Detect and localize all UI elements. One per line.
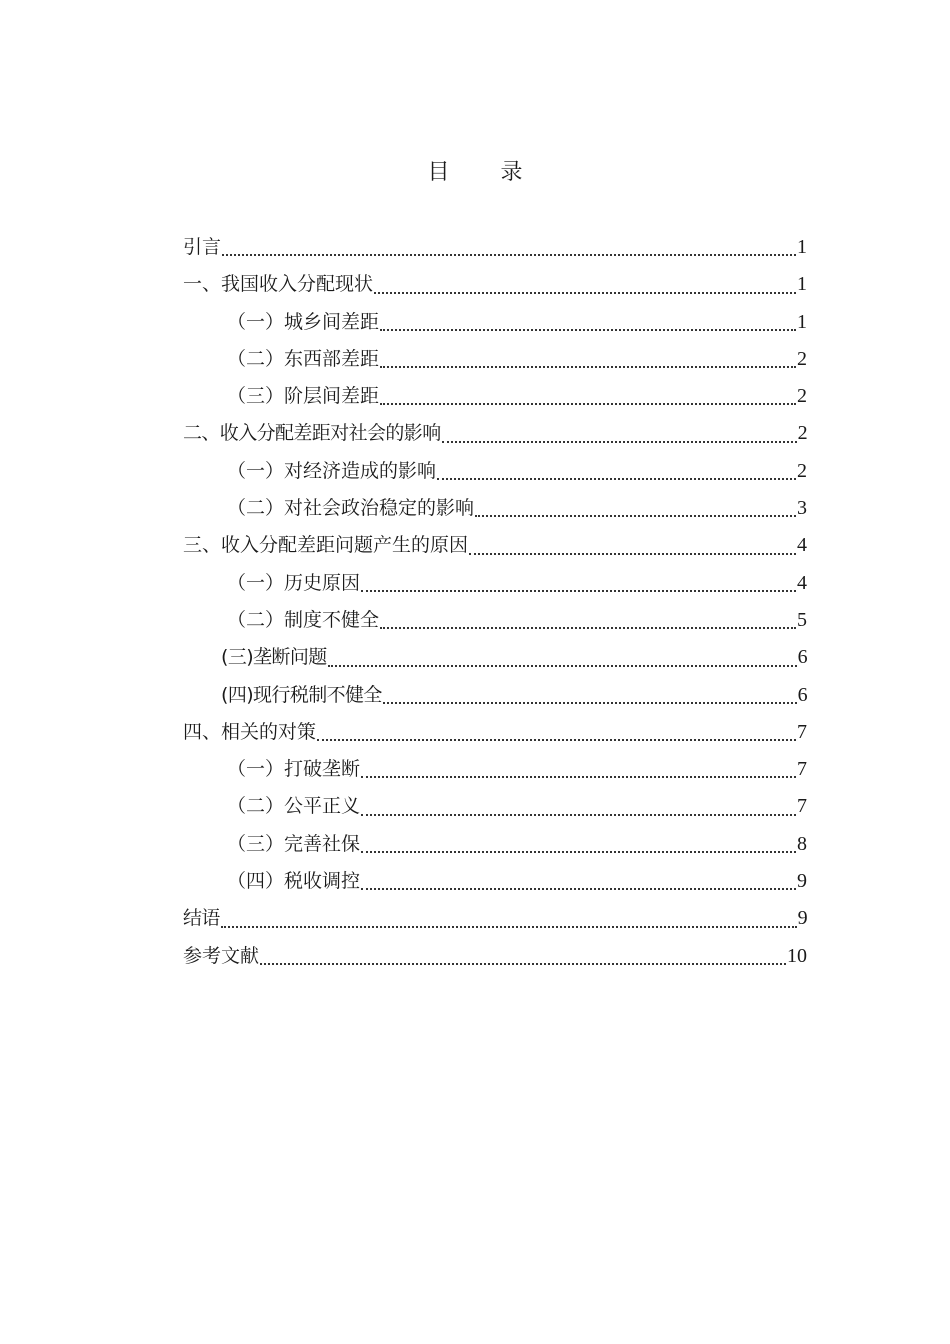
- toc-entry-title: （二）公平正义: [227, 795, 361, 818]
- toc-dot-leader: [380, 627, 796, 629]
- toc-page-number: 4: [797, 571, 807, 594]
- toc-entry-title: 四、相关的对策: [183, 720, 317, 743]
- toc-entry[interactable]: [183, 456, 807, 493]
- toc-dot-leader: [361, 776, 796, 778]
- toc-entry[interactable]: [183, 530, 807, 567]
- toc-dot-leader: [437, 478, 796, 480]
- toc-page-number: 8: [797, 832, 807, 855]
- toc-entry-title: (四)现行税制不健全: [221, 683, 382, 706]
- toc-entry[interactable]: [183, 754, 807, 791]
- page-title: 目 录: [427, 160, 545, 185]
- toc-entry[interactable]: [183, 344, 807, 381]
- toc-page-number: 1: [797, 236, 807, 258]
- toc-dot-leader: [361, 888, 796, 890]
- toc-page-number: 9: [797, 870, 807, 893]
- toc-page-number: 7: [797, 758, 807, 781]
- toc-page-number: 2: [797, 459, 807, 482]
- toc-entry[interactable]: [183, 717, 807, 754]
- toc-dot-leader: [361, 590, 796, 592]
- toc-page-number: 6: [797, 683, 807, 706]
- toc-dot-leader: [374, 292, 796, 294]
- toc-entry[interactable]: [183, 941, 807, 978]
- toc-page-number: 2: [797, 385, 807, 408]
- toc-entry[interactable]: [183, 381, 807, 418]
- toc-page-number: 7: [797, 795, 807, 818]
- toc-dot-leader: [317, 739, 796, 741]
- toc-page-number: 1: [797, 310, 807, 333]
- toc-page-number: 7: [797, 720, 807, 743]
- toc-entry-title: （四）税收调控: [227, 870, 361, 893]
- toc-entry-title: （三）阶层间差距: [227, 385, 380, 408]
- toc-dot-leader: [469, 553, 796, 555]
- toc-entry-title: (三)垄断问题: [221, 646, 327, 669]
- toc-page-number: 2: [797, 422, 807, 445]
- toc-entry-title: （一）对经济造成的影响: [227, 459, 437, 482]
- toc-dot-leader: [222, 254, 796, 256]
- toc-entry[interactable]: [183, 232, 807, 269]
- toc-page-number: 2: [797, 347, 807, 370]
- toc-dot-leader: [442, 441, 797, 443]
- toc-entry-title: （一）城乡间差距: [227, 310, 380, 333]
- toc-page-number: 3: [797, 497, 807, 520]
- toc-page-number: 1: [797, 273, 807, 296]
- toc-entry[interactable]: [183, 307, 807, 344]
- toc-entry[interactable]: [183, 791, 807, 828]
- toc-entry[interactable]: [183, 493, 807, 530]
- toc-list: [183, 232, 807, 978]
- toc-entry-title: 引言: [183, 236, 222, 258]
- toc-page-number: 10: [787, 944, 807, 967]
- toc-entry-title: 三、收入分配差距问题产生的原因: [183, 534, 469, 557]
- toc-dot-leader: [361, 814, 796, 816]
- toc-dot-leader: [475, 515, 796, 517]
- toc-entry-title: （一）打破垄断: [227, 758, 361, 781]
- toc-dot-leader: [380, 329, 796, 331]
- toc-entry[interactable]: [183, 903, 807, 940]
- toc-page-number: 9: [797, 907, 807, 930]
- toc-dot-leader: [361, 851, 796, 853]
- toc-entry-title: 一、我国收入分配现状: [183, 273, 374, 296]
- toc-entry-title: 二、收入分配差距对社会的影响: [183, 422, 441, 445]
- toc-dot-leader: [260, 963, 786, 965]
- toc-page-number: 4: [797, 534, 807, 557]
- toc-entry[interactable]: [183, 605, 807, 642]
- toc-entry[interactable]: [183, 269, 807, 306]
- toc-dot-leader: [380, 403, 796, 405]
- toc-entry[interactable]: [183, 568, 807, 605]
- toc-entry[interactable]: [183, 829, 807, 866]
- toc-page-number: 6: [797, 646, 807, 669]
- toc-entry[interactable]: [183, 418, 807, 455]
- toc-entry-title: （二）制度不健全: [227, 608, 380, 631]
- toc-entry-title: （二）东西部差距: [227, 347, 380, 370]
- toc-entry-title: 参考文献: [183, 944, 260, 967]
- toc-entry[interactable]: [183, 680, 807, 717]
- toc-dot-leader: [221, 926, 797, 928]
- toc-entry-title: （二）对社会政治稳定的影响: [227, 497, 475, 520]
- toc-dot-leader: [380, 366, 796, 368]
- toc-entry-title: 结语: [183, 907, 220, 930]
- toc-dot-leader: [383, 702, 797, 704]
- toc-page-number: 5: [797, 608, 807, 631]
- toc-dot-leader: [328, 665, 797, 667]
- toc-entry[interactable]: [183, 642, 807, 679]
- toc-entry-title: （一）历史原因: [227, 571, 361, 594]
- toc-entry[interactable]: [183, 866, 807, 903]
- toc-entry-title: （三）完善社保: [227, 832, 361, 855]
